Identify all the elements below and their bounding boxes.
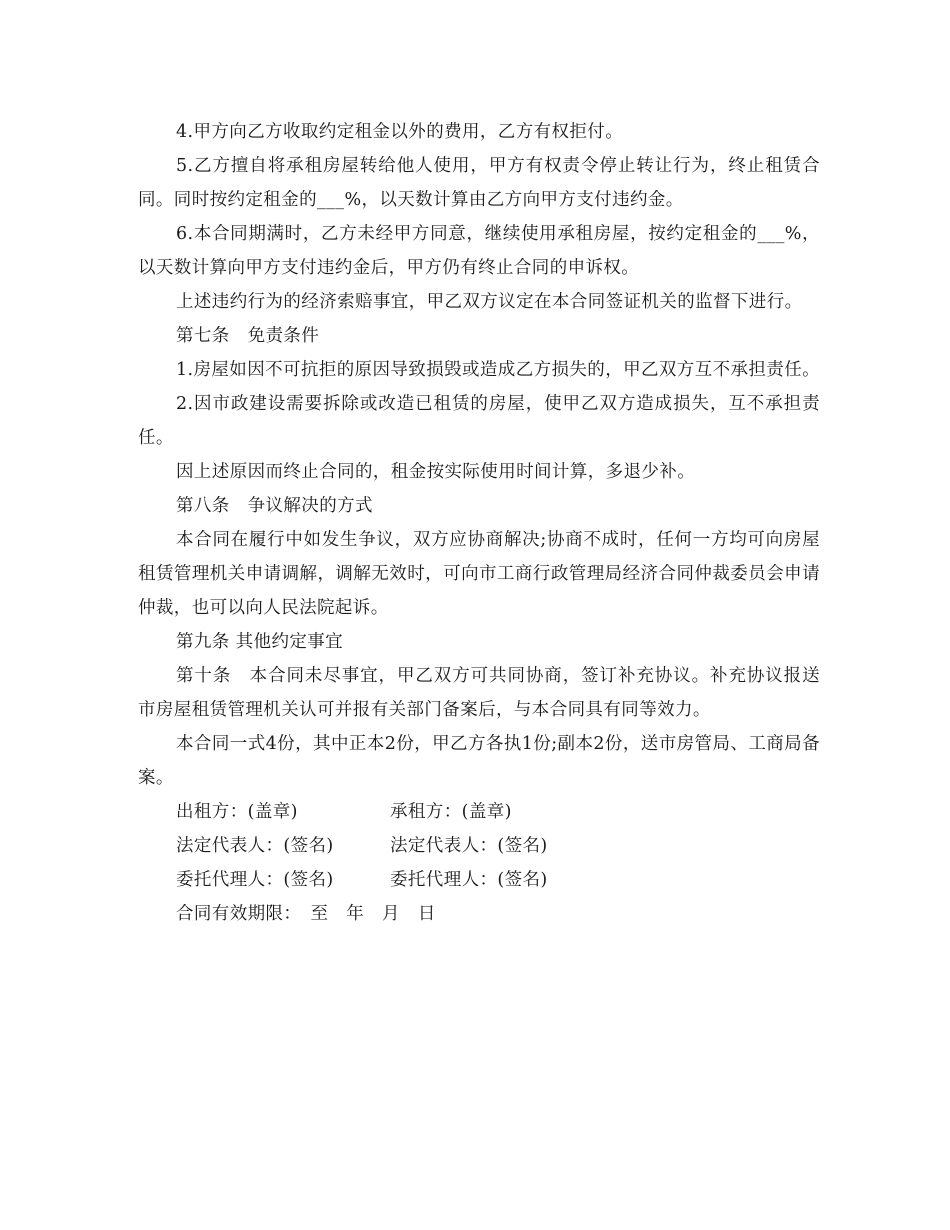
- copies-note: 本合同一式4份，其中正本2份，甲乙方各执1份;副本2份，送市房管局、工商局备案。: [138, 734, 820, 788]
- clause-5-sublet: 5.乙方擅自将承租房屋转给他人使用，甲方有权责令停止转让行为，终止租赁合同。同时按约定租金的___%，以天数计算由乙方向甲方支付违约金。: [138, 156, 820, 210]
- clause-4-fees: 4.甲方向乙方收取约定租金以外的费用，乙方有权拒付。: [176, 122, 624, 142]
- article-10-text: 第十条 本合同未尽事宜，甲乙双方可共同协商，签订补充协议。补充协议报送市房屋租赁管理机关认可并报有关部门备案后，与本合同具有同等效力。: [138, 666, 820, 720]
- contract-term-line: 合同有效期限： 至 年 月 日: [176, 904, 436, 924]
- article-7-heading: 第七条 免责条件: [176, 326, 320, 346]
- exemption-rent-note: 因上述原因而终止合同的，租金按实际使用时间计算，多退少补。: [176, 462, 696, 482]
- lessor-legal-rep-label: 法定代表人：(签名): [176, 836, 334, 856]
- signature-row-agent: [138, 863, 820, 897]
- signature-row-party: [138, 795, 820, 829]
- document-page: [138, 115, 820, 931]
- lessee-legal-rep-label: 法定代表人：(签名): [390, 836, 548, 856]
- breach-claims-note: 上述违约行为的经济索赔事宜，甲乙双方议定在本合同签证机关的监督下进行。: [176, 292, 803, 312]
- lessor-agent-label: 委托代理人：(签名): [176, 870, 334, 890]
- clause-6-overdue: 6.本合同期满时，乙方未经甲方同意，继续使用承租房屋，按约定租金的___%，以天数计算向甲方支付违约金后，甲方仍有终止合同的申诉权。: [138, 224, 820, 278]
- exemption-item-1: 1.房屋如因不可抗拒的原因导致损毁或造成乙方损失的，甲乙双方互不承担责任。: [176, 360, 820, 380]
- lessee-agent-label: 委托代理人：(签名): [390, 870, 548, 890]
- signature-row-legal-rep: [138, 829, 820, 863]
- exemption-item-2: 2.因市政建设需要拆除或改造已租赁的房屋，使甲乙双方造成损失，互不承担责任。: [138, 394, 820, 448]
- lessee-seal-label: 承租方：(盖章): [390, 802, 512, 822]
- lessor-seal-label: 出租方：(盖章): [176, 802, 298, 822]
- dispute-resolution-text: 本合同在履行中如发生争议，双方应协商解决;协商不成时，任何一方均可向房屋租赁管理机关申请调解，调解无效时，可向市工商行政管理局经济合同仲裁委员会申请仲裁，也可以向人民法院起诉。: [138, 530, 820, 618]
- article-8-heading: 第八条 争议解决的方式: [176, 496, 373, 516]
- article-9-heading: 第九条 其他约定事宜: [176, 632, 344, 652]
